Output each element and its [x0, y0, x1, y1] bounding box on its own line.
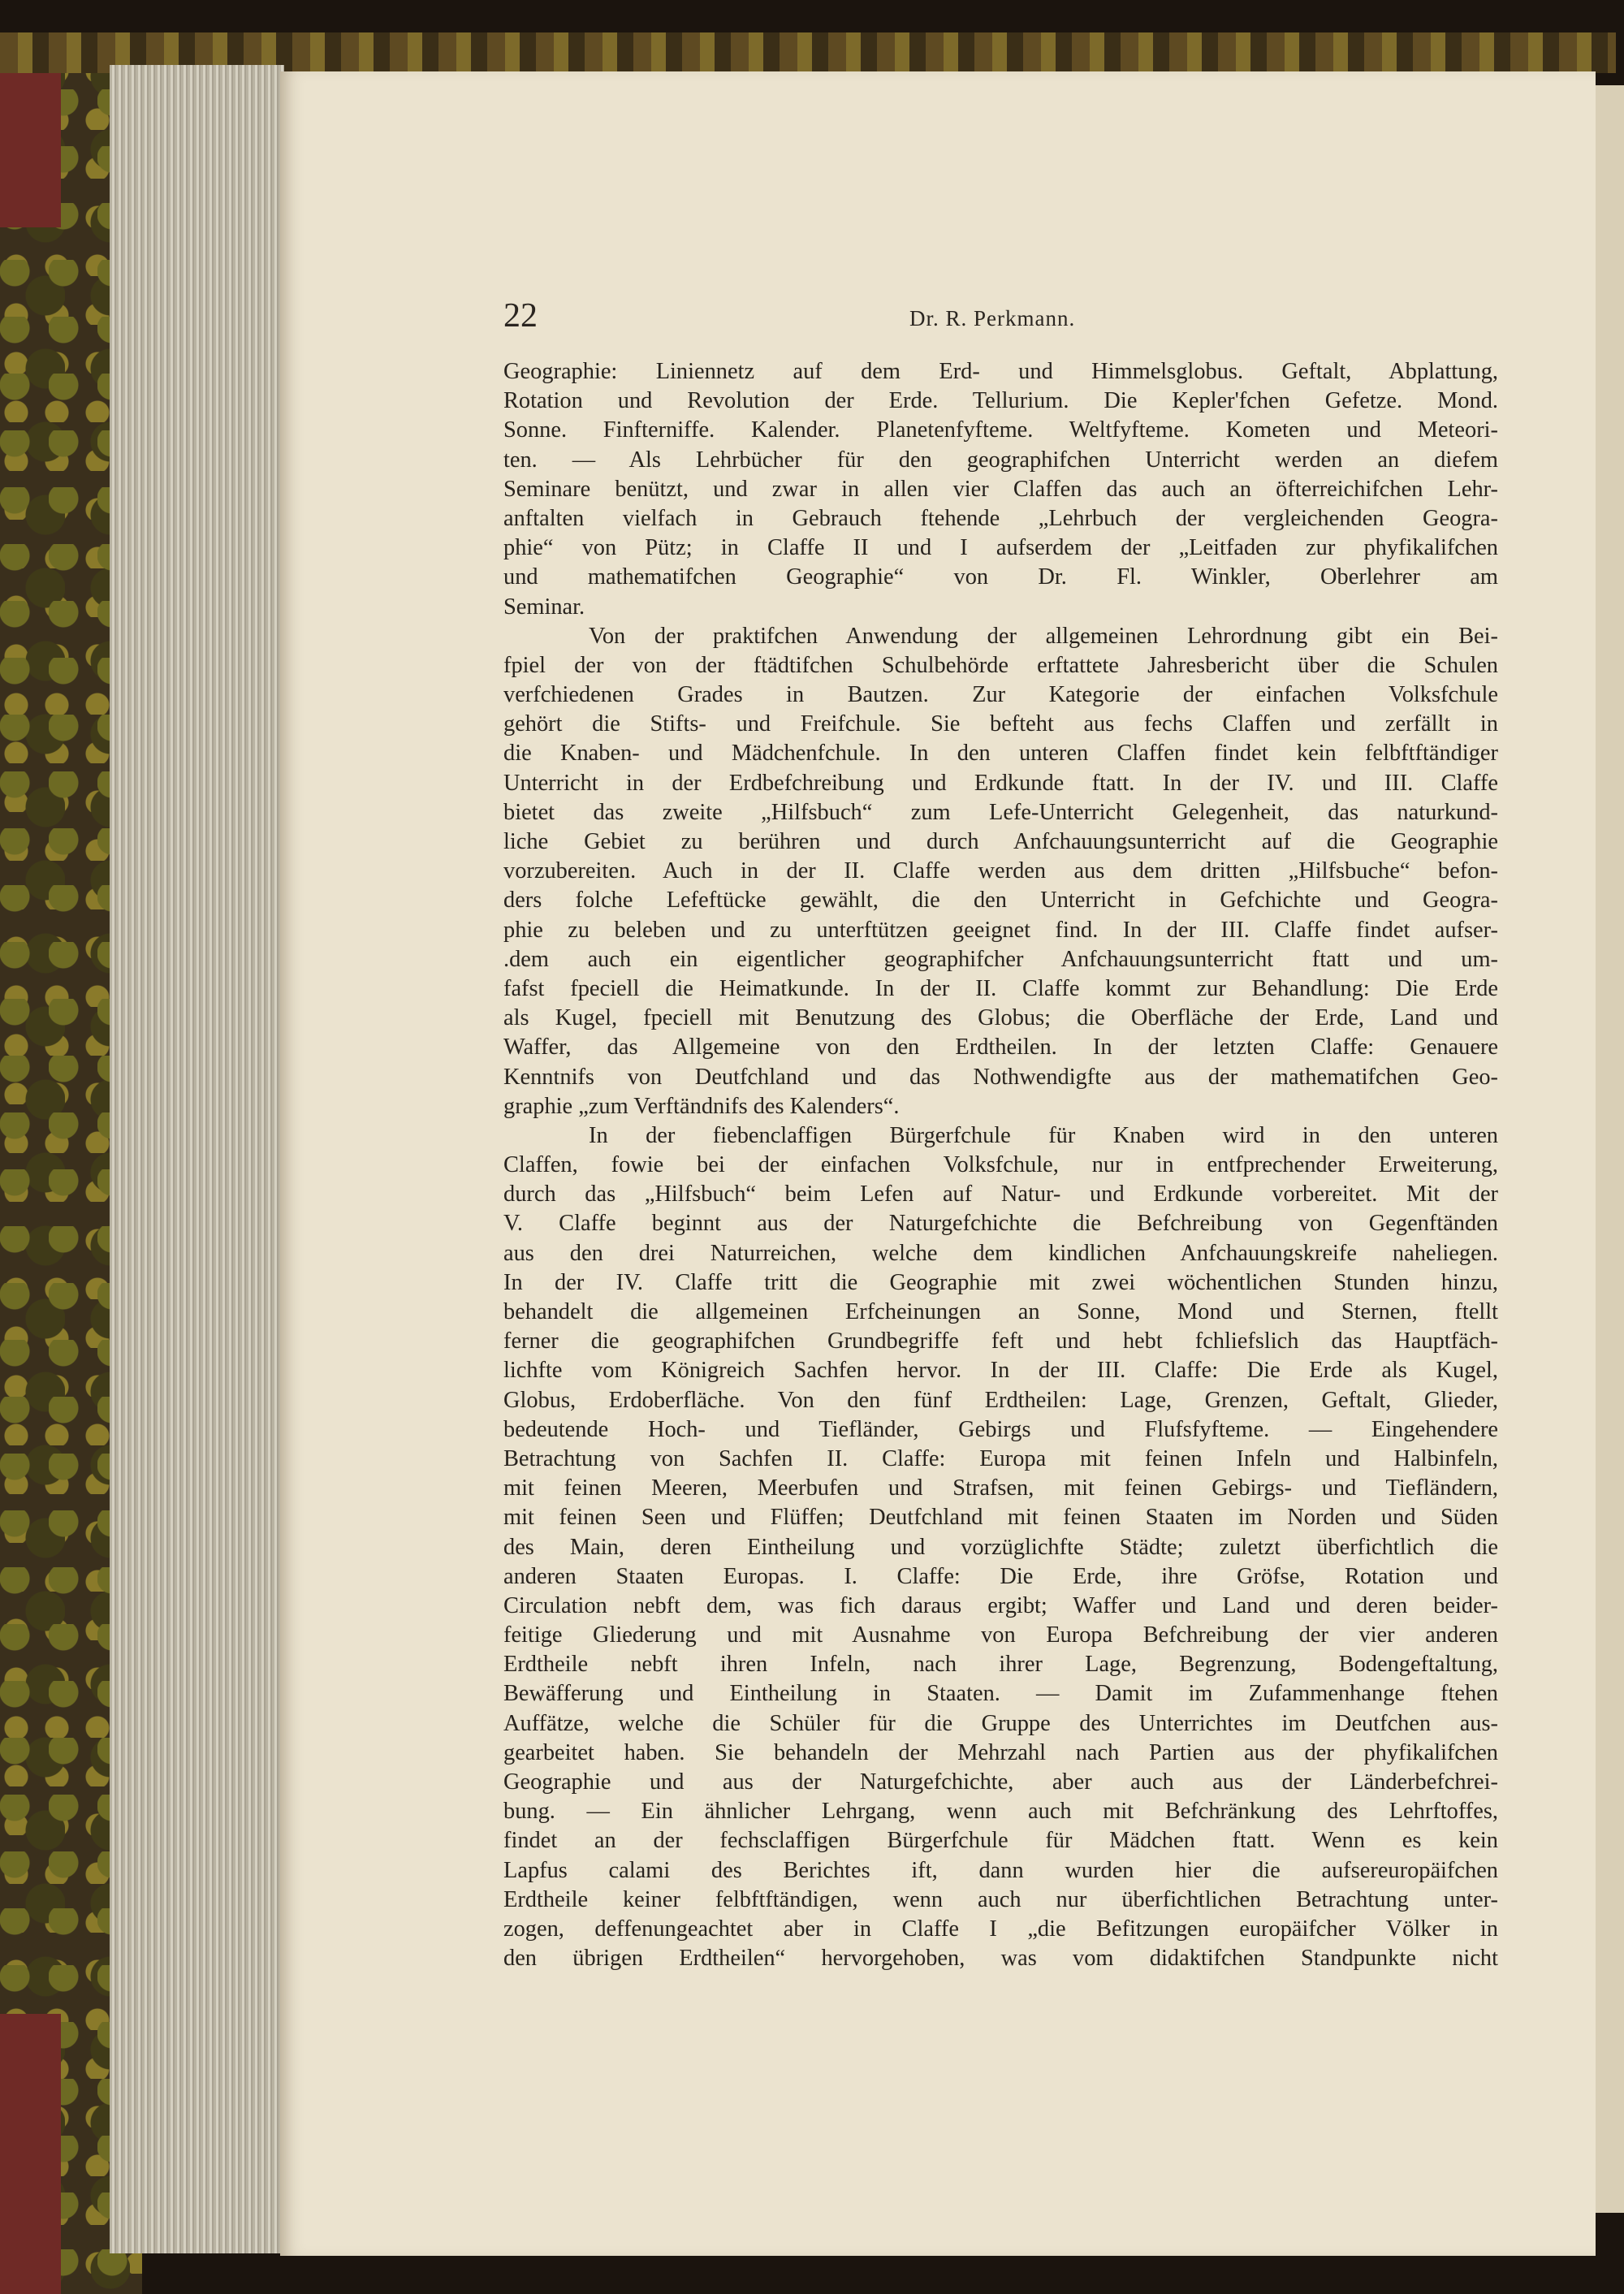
- text-line: Von der praktifchen Anwendung der allgemeinen Lehrordnung gibt ein Bei-: [589, 623, 1498, 649]
- text-line: gearbeitet haben. Sie behandeln der Mehrzahl nach Partien aus der phyfikalifchen: [503, 1739, 1498, 1765]
- text-line: die Knaben- und Mädchenfchule. In den unteren Claffen findet kein felbftftändiger: [503, 741, 1498, 767]
- text-line: anderen Staaten Europas. I. Claffe: Die Erde, ihre Gröfse, Rotation und: [503, 1563, 1498, 1589]
- text-line: ders folche Lefeftücke gewählt, die den Unterricht in Gefchichte und Geogra-: [503, 888, 1498, 914]
- text-line: als Kugel, fpeciell mit Benutzung des Globus; die Oberfläche der Erde, Land und: [503, 1005, 1498, 1031]
- text-line: Erdtheile keiner felbftftändigen, wenn auch nur überfichtlichen Betrachtung unter-: [503, 1886, 1498, 1912]
- text-line: phie zu beleben und zu unterftützen geeignet find. In der III. Claffe findet aufser-: [503, 917, 1498, 943]
- page-number: 22: [503, 297, 538, 335]
- text-line: In der IV. Claffe tritt die Geographie mit zwei wöchentlichen Stunden hinzu,: [503, 1269, 1498, 1295]
- body-text: [503, 357, 1498, 1973]
- text-line: Waffer, das Allgemeine von den Erdtheilen. In der letzten Claffe: Genauere: [503, 1035, 1498, 1061]
- text-line: Geographie und aus der Naturgefchichte, aber auch aus der Länderbefchrei-: [503, 1769, 1498, 1795]
- text-line: Globus, Erdoberfläche. Von den fünf Erdtheilen: Lage, Grenzen, Geftalt, Glieder,: [503, 1387, 1498, 1413]
- text-line: Seminar.: [503, 594, 585, 620]
- text-line: zogen, deffenungeachtet aber in Claffe I „die Befitzungen europäifcher Völker in: [503, 1916, 1498, 1942]
- text-line: und mathematifchen Geographie“ von Dr. Fl. Winkler, Oberlehrer am: [503, 564, 1498, 590]
- text-line: fafst fpeciell die Heimatkunde. In der II. Claffe kommt zur Behandlung: Die Erde: [503, 975, 1498, 1001]
- text-line: Claffen, fowie bei der einfachen Volksfchule, nur in entfprechender Erweiterung,: [503, 1152, 1498, 1178]
- book-cover-corner-bottom: [0, 2014, 61, 2294]
- text-line: Kenntnifs von Deutfchland und das Nothwendigfte aus der mathematifchen Geo-: [503, 1064, 1498, 1090]
- text-line: anftalten vielfach in Gebrauch ftehende „Lehrbuch der vergleichenden Geogra-: [503, 505, 1498, 531]
- text-line: Unterricht in der Erdbefchreibung und Erdkunde ftatt. In der IV. und III. Claffe: [503, 770, 1498, 796]
- running-head: Dr. R. Perkmann.: [909, 306, 1076, 330]
- text-line: phie“ von Pütz; in Claffe II und I aufserdem der „Leitfaden zur phyfikalifchen: [503, 535, 1498, 561]
- text-line: ferner die geographifchen Grundbegriffe feft und hebt fchliefslich das Hauptfäch-: [503, 1328, 1498, 1354]
- page-header: [503, 296, 1498, 337]
- text-line: In der fiebenclaffigen Bürgerfchule für Knaben wird in den unteren: [589, 1122, 1498, 1148]
- text-line: bietet das zweite „Hilfsbuch“ zum Lefe-Unterricht Gelegenheit, das naturkund-: [503, 799, 1498, 825]
- text-line: findet an der fechsclaffigen Bürgerfchule für Mädchen ftatt. Wenn es kein: [503, 1828, 1498, 1854]
- text-line: durch das „Hilfsbuch“ beim Lefen auf Natur- und Erdkunde vorbereitet. Mit der: [503, 1182, 1498, 1207]
- text-line: gehört die Stifts- und Freifchule. Sie befteht aus fechs Claffen und zerfällt in: [503, 711, 1498, 737]
- text-line: Bewäfferung und Eintheilung in Staaten. — Damit im Zufammenhange ftehen: [503, 1681, 1498, 1707]
- text-line: ten. — Als Lehrbücher für den geographifchen Unterricht werden an diefem: [503, 447, 1498, 473]
- text-line: Rotation und Revolution der Erde. Tellurium. Die Kepler'fchen Gefetze. Mond.: [503, 388, 1498, 414]
- text-line: Auffätze, welche die Schüler für die Gruppe des Unterrichtes im Deutfchen aus-: [503, 1710, 1498, 1736]
- text-line: Circulation nebft dem, was fich daraus ergibt; Waffer und Land und deren beider-: [503, 1592, 1498, 1618]
- text-line: den übrigen Erdtheilen“ hervorgehoben, was vom didaktifchen Standpunkte nicht: [503, 1946, 1498, 1972]
- text-line: bung. — Ein ähnlicher Lehrgang, wenn auch mit Befchränkung des Lehrftoffes,: [503, 1799, 1498, 1825]
- text-line: Seminare benützt, und zwar in allen vier Claffen das auch an öfterreichifchen Lehr-: [503, 476, 1498, 502]
- page-edges: [110, 65, 284, 2253]
- text-line: behandelt die allgemeinen Erfcheinungen an Sonne, Mond und Sternen, ftellt: [503, 1299, 1498, 1324]
- text-line: bedeutende Hoch- und Tiefländer, Gebirgs und Flufsfyfteme. — Eingehendere: [503, 1416, 1498, 1442]
- text-line: aus den drei Naturreichen, welche dem kindlichen Anfchauungskreife naheliegen.: [503, 1240, 1498, 1266]
- text-line: fpiel der von der ftädtifchen Schulbehörde erftattete Jahresbericht über die Schulen: [503, 652, 1498, 678]
- text-line: liche Gebiet zu berühren und durch Anfchauungsunterricht auf die Geographie: [503, 829, 1498, 854]
- text-line: Geographie: Liniennetz auf dem Erd- und Himmelsglobus. Geftalt, Abplattung,: [503, 359, 1498, 384]
- text-line: mit feinen Meeren, Meerbufen und Strafsen, mit feinen Gebirgs- und Tiefländern,: [503, 1475, 1498, 1501]
- text-line: Sonne. Finfterniffe. Kalender. Planetenfyfteme. Weltfyfteme. Kometen und Meteori-: [503, 417, 1498, 443]
- text-line: V. Claffe beginnt aus der Naturgefchichte die Befchreibung von Gegenftänden: [503, 1211, 1498, 1237]
- text-line: vorzubereiten. Auch in der II. Claffe werden aus dem dritten „Hilfsbuche“ befon-: [503, 858, 1498, 884]
- text-line: Betrachtung von Sachfen II. Claffe: Europa mit feinen Infeln und Halbinfeln,: [503, 1445, 1498, 1471]
- text-line: .dem auch ein eigentlicher geographifcher Anfchauungsunterricht ftatt und um-: [503, 946, 1498, 972]
- text-line: lichfte vom Königreich Sachfen hervor. In der III. Claffe: Die Erde als Kugel,: [503, 1358, 1498, 1384]
- text-line: des Main, deren Eintheilung und vorzüglichfte Städte; zuletzt überfichtlich die: [503, 1534, 1498, 1560]
- text-line: Erdtheile nebft ihren Infeln, nach ihrer Lage, Begrenzung, Bodengeftaltung,: [503, 1652, 1498, 1678]
- text-line: mit feinen Seen und Flüffen; Deutfchland mit feinen Staaten im Norden und Süden: [503, 1505, 1498, 1531]
- text-line: Lapfus calami des Berichtes ift, dann wurden hier die aufsereuropäifchen: [503, 1857, 1498, 1883]
- text-line: graphie „zum Verftändnifs des Kalenders“.: [503, 1093, 900, 1119]
- text-line: verfchiedenen Grades in Bautzen. Zur Kategorie der einfachen Volksfchule: [503, 682, 1498, 708]
- text-line: feitige Gliederung und mit Ausnahme von Europa Befchreibung der vier anderen: [503, 1622, 1498, 1648]
